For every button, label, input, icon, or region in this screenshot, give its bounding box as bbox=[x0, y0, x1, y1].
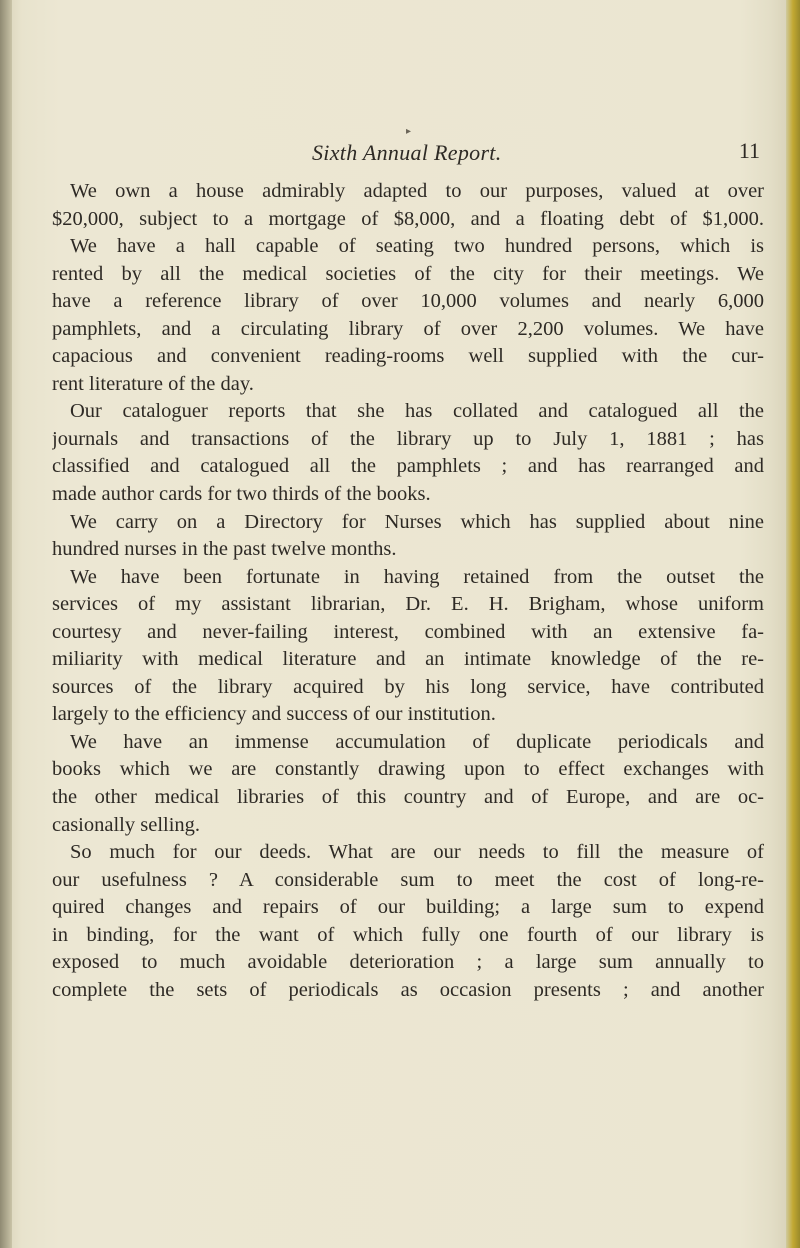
text-line: journals and transactions of the library up to July 1, 1881 ; has bbox=[52, 427, 764, 450]
running-head bbox=[52, 138, 764, 170]
text-line: We have been fortunate in having retained from the outset the bbox=[70, 565, 764, 588]
page-right-edge bbox=[786, 0, 800, 1248]
text-line: hundred nurses in the past twelve months. bbox=[52, 538, 397, 561]
text-line: miliarity with medical literature and an intimate knowledge of the re- bbox=[52, 648, 764, 671]
text-line: sources of the library acquired by his long service, have contributed bbox=[52, 675, 764, 698]
text-line: So much for our deeds. What are our needs to fill the measure of bbox=[70, 841, 764, 864]
text-line: largely to the efficiency and success of our institution. bbox=[52, 703, 496, 726]
text-line: exposed to much avoidable deterioration ; a large sum annually to bbox=[52, 951, 764, 974]
text-line: We own a house admirably adapted to our purposes, valued at over bbox=[70, 180, 764, 202]
text-line: We have a hall capable of seating two hundred persons, which is bbox=[70, 235, 764, 258]
text-line: quired changes and repairs of our building; a large sum to expend bbox=[52, 896, 764, 919]
text-line: classified and catalogued all the pamphlets ; and has rearranged and bbox=[52, 455, 764, 478]
page-left-edge bbox=[0, 0, 12, 1248]
text-line: We have an immense accumulation of duplicate periodicals and bbox=[70, 730, 764, 753]
text-line: pamphlets, and a circulating library of over 2,200 volumes. We have bbox=[52, 317, 764, 340]
text-line: courtesy and never-failing interest, combined with an extensive fa- bbox=[52, 620, 764, 643]
text-line: the other medical libraries of this country and of Europe, and are oc- bbox=[52, 786, 764, 809]
text-line: books which we are constantly drawing upon to effect exchanges with bbox=[52, 758, 764, 781]
text-line: Our cataloguer reports that she has collated and catalogued all the bbox=[70, 400, 764, 423]
text-line: complete the sets of periodicals as occasion presents ; and another bbox=[52, 978, 764, 1001]
text-line: rented by all the medical societies of the city for their meetings. We bbox=[52, 262, 764, 285]
text-line: rent literature of the day. bbox=[52, 372, 254, 395]
text-line: capacious and convenient reading-rooms well supplied with the cur- bbox=[52, 345, 764, 368]
body-text bbox=[52, 178, 764, 1004]
page-title: Sixth Annual Report. bbox=[312, 140, 502, 165]
text-line: our usefulness ? A considerable sum to meet the cost of long-re- bbox=[52, 868, 764, 891]
text-line: casionally selling. bbox=[52, 813, 201, 836]
text-line: services of my assistant librarian, Dr. E. H. Brigham, whose uniform bbox=[52, 593, 764, 616]
text-line: We carry on a Directory for Nurses which has supplied about nine bbox=[70, 510, 764, 533]
page-number: 11 bbox=[738, 138, 760, 163]
text-line: have a reference library of over 10,000 volumes and nearly 6,000 bbox=[52, 290, 764, 313]
text-line: $20,000, subject to a mortgage of $8,000, and a floating debt of $1,000. bbox=[52, 207, 764, 230]
text-line: in binding, for the want of which fully one fourth of our library is bbox=[52, 923, 764, 946]
printer-mark: ▸ bbox=[406, 126, 412, 137]
text-line: made author cards for two thirds of the books. bbox=[52, 483, 431, 506]
